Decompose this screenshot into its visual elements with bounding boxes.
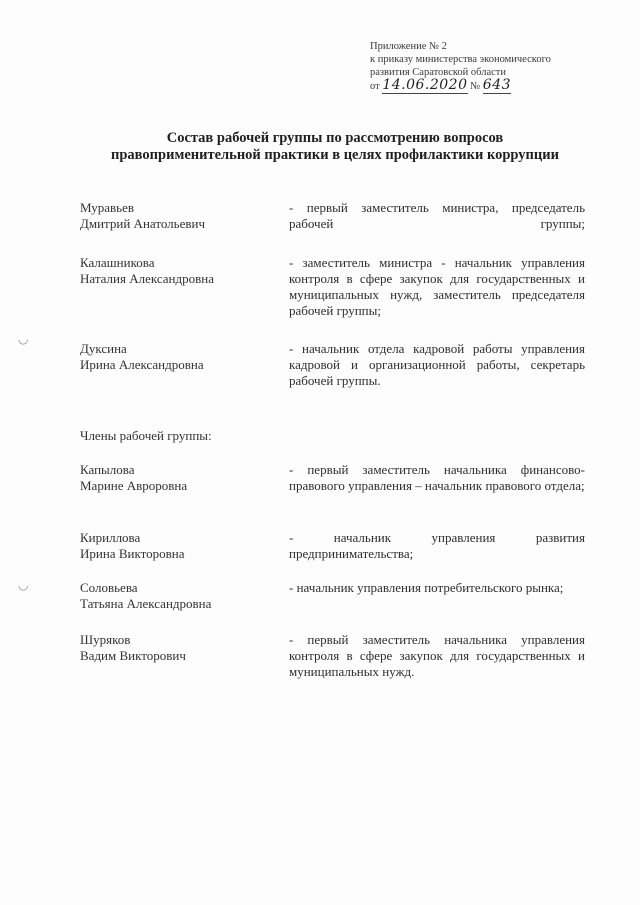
given-name: Ирина Викторовна — [80, 546, 185, 561]
annex-header — [370, 40, 600, 93]
given-name: Марине Авроровна — [80, 478, 188, 493]
members-heading: Члены рабочей группы: — [80, 428, 212, 443]
given-name: Наталия Александровна — [80, 271, 214, 286]
annex-line-2: к приказу министерства экономического — [370, 54, 551, 65]
surname: Калашникова — [80, 255, 155, 270]
document-title — [90, 130, 580, 164]
surname: Муравьев — [80, 200, 134, 215]
surname: Дуксина — [80, 341, 127, 356]
order-number: 643 — [482, 77, 512, 93]
scan-mark: ◡ — [18, 578, 29, 592]
given-name: Татьяна Александровна — [80, 596, 212, 611]
order-line — [370, 79, 600, 93]
given-name: Вадим Викторович — [80, 648, 186, 663]
role-text: - первый заместитель начальника финансово-правового управления – начальник правового отдела; — [289, 462, 585, 493]
surname: Капылова — [80, 462, 135, 477]
given-name: Дмитрий Анатольевич — [80, 216, 205, 231]
surname: Шуряков — [80, 632, 131, 647]
from-label: от — [370, 81, 380, 92]
role-text: - начальник управления потребительского рынка; — [289, 580, 564, 595]
surname: Соловьева — [80, 580, 138, 595]
role-text: - заместитель министра - начальник управления контроля в сфере закупок для государственных и муниципальных нужд, заместитель председателя рабочей группы; — [289, 255, 585, 318]
role-text: - начальник управления развития предпринимательства; — [289, 530, 585, 561]
role-text: - первый заместитель начальника управления контроля в сфере закупок для государственных и муниципальных нужд. — [289, 632, 585, 679]
scan-mark: ◡ — [18, 332, 29, 346]
role-text: - начальник отдела кадровой работы управления кадровой и организационной работы, секретарь рабочей группы. — [289, 341, 585, 388]
order-date: 14.06.2020 — [382, 77, 468, 93]
annex-line-1: Приложение № 2 — [370, 41, 447, 52]
given-name: Ирина Александровна — [80, 357, 204, 372]
title-line-1: Состав рабочей группы по рассмотрению вопросов — [166, 130, 504, 146]
surname: Кириллова — [80, 530, 141, 545]
title-line-2: правоприменительной практики в целях профилактики коррупции — [111, 147, 559, 163]
annex-line-3: развития Саратовской области — [370, 67, 507, 78]
role-text: - первый заместитель министра, председатель рабочей группы; — [289, 200, 585, 231]
number-label: № — [470, 81, 481, 92]
